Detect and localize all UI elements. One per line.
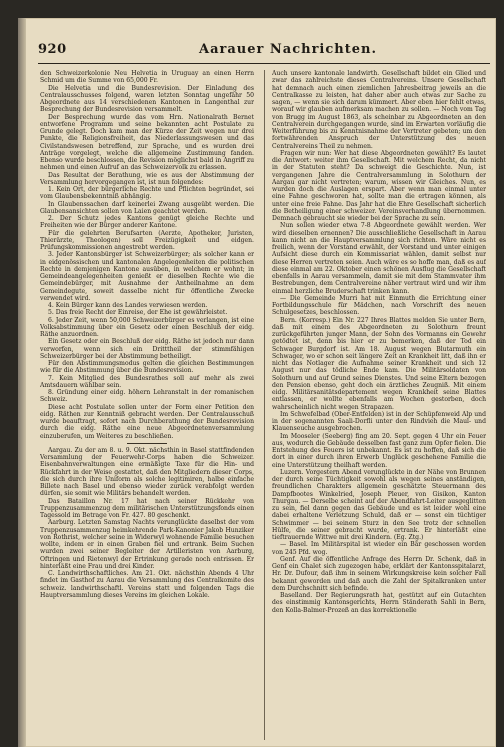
article-paragraph: Luzern. Vorgestern Abend verunglückte in der Nähe von Brunnen der durch seine Tüchtigkeit sowohl als wegen seines anständigen, freundlichen Charakters allgemein geschätzte Steuermann des Dampfbootes Winkelried, Joseph Pleuer, von Gisikon, Kanton Thurgau. — Derselbe scheint auf der Abendfahrt-Leiter ausgeglitten zu sein, fiel dann gegen das Gebäude und es ist leider wohl eine dabei erhaltene Verletzung Schuld, daß er — sonst ein tüchtiger Schwimmer — bei seinem Sturz in den See trotz der schnellen Hülfe, die seiner gebracht wurde, ertrank. Er hinterläßt eine tieftrauernde Wittwe mit drei Kindern. (Eg. Ztg.) <box>272 468 486 541</box>
article-paragraph: Ein Gesetz oder ein Beschluß der eidg. Räthe ist jedoch nur dann verworfen, wenn sich ein Dritttheil der stimmfähigen Schweizerbürger bei der Abstimmung betheiligt. <box>40 338 254 360</box>
newspaper-page <box>18 18 496 747</box>
running-title: Aarauer Nachrichten. <box>199 42 377 57</box>
article-paragraph: Nun sollen wieder etwa 7-8 Abgeordnete gewählt werden. Wer wird dieselben ernennen? Die ausschließliche Gesellschaft in Aarau kann nicht an die Hauptversammlung sich richten. Wäre nicht es freilich, wenn der Vorstand erwählt, der Vorstand und unter einigen Aufsicht diese durch ein Kommissariat wählen, damit selbst nur diese Herren vertreten seien. Auch wäre es so hoffe man, daß es auf diese einmal am 22. Oktober einen schönen Ausflug die Gesellschaft ebenfalls in Aarau versammeln, damit sie mit dem Stammvater ihm Bestrebungen, dem Centralvereine näher vertraut wird und wir ihm einmal herzliche Bruderschaft trinken kann. <box>272 222 486 295</box>
article-paragraph: — Basel. Im Militärspital ist wieder ein Bär geschossen worden von 245 Pfd. wog. <box>272 541 486 556</box>
article-paragraph: Im Schwefelbad (Ober-Entfelden) ist in der Schüpfenweid Alp und in der sogenannten Saali-Dorfli unter den Rindvieh die Maul- und Klauenseuche ausgebrochen. <box>272 410 486 433</box>
article-paragraph: 7. Kein Mitglied des Bundesrathes soll auf mehr als zwei Amtsdauern wählbar sein. <box>40 374 254 389</box>
article-paragraph: Im Mooseler (Seeberg) fing am 20. Sept. gegen 4 Uhr ein Feuer aus, wodurch die Gebäude desselben fast ganz zum Opfer fielen. Die Entstehung des Feuers ist unbekannt. Es ist zu hoffen, daß sich die dort in einer durch ihren Erwerb Unglück geschehene Familie die eine Unterstützung theilhaft werden. <box>272 432 486 469</box>
left-column <box>40 70 254 740</box>
page-number: 920 <box>38 42 67 57</box>
article-paragraph: Aarburg. Letzten Samstag Nachts verunglückte daselbst der vom Truppenzusammenzug heimkehrende Park-Kanonier Jakob Hunziker von Rothrist, welcher seine in Widerwyl wohnende Familie besuchen wollte, indem er in einen Graben fiel und ertrank. Beim Suchen wurden zwei seiner Begleiter der Artilleristen von Aarburg, Oftringen und Rietenwyl der Ertrinkung gerade noch entrissen. Er hinterläßt eine Frau und drei Kinder. <box>40 519 254 570</box>
article-paragraph: Diese acht Postulate sollen unter der Form einer Petition den eidg. Räthen zur Kenntniß gebracht werden. Der Centralausschuß wurde beauftragt, sofort nach Durchberathung der Bundesrevision durch die eidg. Räthe eine neue Abgeordnetenversammlung einzuberufen, um Weiteres zu beschließen. <box>40 403 254 440</box>
column-divider <box>264 70 265 740</box>
article-paragraph: 4. Kein Bürger kann des Landes verwiesen werden. <box>48 302 208 309</box>
article-paragraph: 8. Gründung einer eidg. höhern Lehranstalt in der romanischen Schweiz. <box>40 389 254 404</box>
article-paragraph: In Glaubenssachen darf keinerlei Zwang ausgeübt werden. Die Glaubensansichten sollen von Laien geachtet werden. <box>40 200 254 215</box>
header-rule <box>38 63 490 64</box>
article-heading-paragraph: Die Helvetia und die Bundesrevision. Der Einladung des Centralausschusses folgend, waren letzten Sonntag ungefähr 50 Abgeordnete aus 14 verschiedenen Kantonen in Langenthal zur Besprechung der Bundesrevision versammelt. <box>40 84 254 114</box>
article-paragraph: Genf. Auf die öffentliche Anfrage des Herrn Dr. Schenk, daß in Genf ein Chalet sich zugezogen habe, erklärt der Kantonsspitalarzt, Hr. Dr. Dufour, daß ihm in seinem Wirkungskreise kein solcher Fall bekannt geworden und daß auch die Zahl der Spitalkranken unter dem Durchschnitt sich befinde. <box>272 555 486 592</box>
article-paragraph: Bern. (Korresp.) Ein Nr. 227 Ihres Blattes melden Sie unter Bern, daß mit einem des Abgeordneten zu Solothurn freunt zurückgeführten junger Mann, der Sohn des Vormanns ein Gewehr getödtet ist, denn bis hier er zu bemerken, daß der Tod ein Schwager Burgdorf ist. Am 18. August wegen Blutarmuth ein Schwager, wo er schon seit längere Zeit an Krankheit litt, daß ihn er nicht das Notlager die Aufnahme seiner Krankheit und sich 12 August nur das tödliche Ende kam. Die Militärsoldaten von Solothurn und auf Grund seines Dienstes. Und seine Eltern bezogen den Pension ebenso, geht doch ein ärztliches Zeugniß. Mit einem eidg. Militärsanitätsdepartement wegen Krankheit seine Blattes entlassen, er wollte ebenfalls am Wochen gestorben, doch wahrscheinlich nicht wegen Strapazen. <box>272 316 486 411</box>
article-paragraph: Das Bataillon Nr. 17 hat nach seiner Rückkehr von Truppenzusammenzug dem militärischen Unterstützungsfonds einen Tagessold im Betrage von Fr. 427. 80 geschenkt. <box>40 497 254 519</box>
article-paragraph: Für die gelehrten Berufsarten (Aerzte, Apotheker, Juristen, Thierärzte, Theologen) soll Freizügigkeit und eidgen. Prüfungskommissionen angestrebt werden. <box>40 229 254 251</box>
article-paragraph: Auch unsere kantonale landwirth. Gesellschaft bildet ein Glied und zwar das zahlreichste dieses Centralvereins. Unsere Gesellschaft hat demnach auch einen ziemlichen Jahresbeitrag jeweils an die Centralkasse zu leisten, hat daher aber auch etwas zur Sache zu sagen, — wenn sie sich darum kümmert. Aber eben hier fehlt etwas, worauf wir glauben aufmerksam machen zu sollen. — Noch vom Tag von Brugg im August 1863, als scheinbar zu Abgeordneten an den Centralverein durchgegangen wurde, sind im Erwarten vorläufig die Weiterführung bis zu Kenntnisnahme der Vertreter gebeten; um den fortwährenden Anspruch der Unterstützung des neuen Centralvereins Theil zu nehmen. <box>272 70 486 150</box>
page-header <box>38 42 490 60</box>
page-binding-shadow <box>18 18 26 747</box>
article-paragraph: C. Landwirthschaftliches. Am 21. Okt. nächsthin Abends 4 Uhr findet im Gasthof zu Aarau die Versammlung des Centralkomite des schweiz. landwirthschaftl. Vereins statt und folgenden Tags die Hauptversammlung dieses Vereins im gleichen Lokale. <box>40 570 254 599</box>
article-paragraph: Der Besprechung wurde das vom Hrn. Nationalrath Bernet entworfene Programm und seine bekannten acht Postulate zu Grunde gelegt. Doch kam man der Kürze der Zeit wegen nur drei Punkte, die Religionsfreiheit, das Niederlassungswesen und das Civilstandswesen betreffend, zur Sprache, und es wurden drei Anträge vorgelegt, welche die allgemeine Zustimmung fanden. Ebenso wurde beschlossen, die Revision möglichst bald in Angriff zu nehmen und einen Aufruf an das Schweizervolk zu erlassen. <box>40 113 254 172</box>
article-paragraph: 6. Jeder Zeit, wenn 50,000 Schweizerbürger es verlangen, ist eine Volksabstimmung über ein Gesetz oder einen Beschluß der eidg. Räthe anzuordnen. <box>40 316 254 338</box>
article-paragraph: Aargau. Zu der am 8. u. 9. Okt. nächsthin in Basel stattfindenden Versammlung der Feuerwehr-Corps haben die Schweizer. Eisenbahnverwaltungen eine ermäßigte Taxe für die Hin- und Rückfahrt in der Weise gestattet, daß den Mitgliedern dieser Corps, die sich durch ihre Uniform als solche legitimiren, halbe einfache Billete nach Basel und ebenso wieder zurück verabfolgt werden dürfen, sie somit wie Militärs behandelt werden. <box>40 446 254 498</box>
article-paragraph: 2. Der Schutz jedes Kantons genügt gleiche Rechte und Freiheiten wie der Bürger anderer Kantone. <box>40 215 254 230</box>
article-paragraph: Fragen wir nun: Wer hat diese Abgeordneten gewählt? Es lautet die Antwort: weiter ihm Gesellschaft. Mit welchem Recht, da nicht in der Statuten steht? Da schweigt die Geschichte. Nun, ist vergangenen Jahre die Centralversammlung in Solothurn der Aargau gar nicht vertreten; warum, wissen wir Gleiches. Nun, es wurden doch die Auslagen erspart. Aber wenn man einmal unter eine Fahne geschworen hat, sollte man die ertragen können, als unter eine freie Fahne. Das Jahr hat die Ehre Gesellschaft sicherlich die Betheiligung einer schweizer. Vereinsverhandlung übernommen. Demnach gebraucht sie wieder bei der Sprache zu sein. <box>272 149 486 222</box>
right-column <box>272 70 486 740</box>
article-paragraph: den Schweizerkolonie Neu Helvetia in Uruguay an einen Herrn Schmid um die Summe von 65,000 Fr. <box>40 70 254 85</box>
article-paragraph: 3. Jeder Kantonsbürger ist Schweizerbürger; als solcher kann er in eidgenössischen und kantonalen Angelegenheiten die politischen Rechte in demjenigen Kantone ausüben, in welchem er wohnt; in Gemeindeangelegenheiten genießt er dieselben Rechte wie die Gemeindebürger, mit Ausnahme der Antheilnahme an dem Gemeindegute, soweit dasselbe nicht für öffentliche Zwecke verwendet wird. <box>40 251 254 302</box>
article-paragraph: Für den Abstimmungsmodus gelten die gleichen Bestimmungen wie für die Abstimmung über die Bundesrevision. <box>40 360 254 375</box>
article-paragraph: 1. Kein Ort, der bürgerliche Rechte und Pflichten begründet, sei vom Glaubensbekenntniß abhängig. <box>40 186 254 201</box>
article-paragraph: Das Resultat der Berathung, wie es aus der Abstimmung der Versammlung hervorgegangen ist, ist nun folgendes: <box>40 171 254 186</box>
article-paragraph: Baselland. Der Regierungsrath hat, gestützt auf ein Gutachten des einstimmig Kantonsgerichts, Herrn Ständerath Sahli in Bern, den Kolla-Balmer-Prozeß an das korrektionelle <box>272 592 486 614</box>
article-separator <box>127 443 167 444</box>
article-paragraph: 5. Das freie Recht der Einreise, der Ehe ist gewährleistet. <box>48 309 228 317</box>
article-paragraph: — Die Gemeinde Murri hat mit Einmuth die Errichtung einer Fortbildungsschule für Mädchen, nach Vorschrift des neuen Schulgesetzes, beschlossen. <box>272 294 486 317</box>
